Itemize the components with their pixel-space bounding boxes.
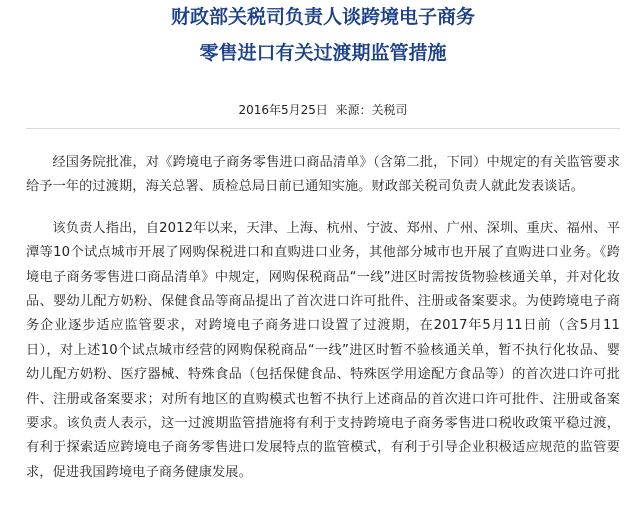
source-name: 关税司 xyxy=(371,103,408,117)
article-title xyxy=(26,2,620,68)
publish-date: 2016年5月25日 xyxy=(238,103,328,117)
article-meta xyxy=(26,102,620,118)
article-paragraph-1: 经国务院批准，对《跨境电子商务零售进口商品清单》（含第二批，下同）中规定的有关监管要求给予一年的过渡期，海关总署、质检总局日前已通知实施。财政部关税司负责人就此发表谈话。 xyxy=(26,155,620,195)
article-paragraph-2: 该负责人指出，自2012年以来，天津、上海、杭州、宁波、郑州、广州、深圳、重庆、福州、平潭等10个试点城市开展了网购保税进口和直购进口业务，其他部分城市也开展了直购进口业务。《跨境电子商务零售进口商品清单》中规定，网购保税商品“一线”进区时需按货物验核通关单，并对化妆品、婴幼儿配方奶粉、保健食品等商品提出了首次进口许可批件、注册或备案要求。为使跨境电子商务企业逐步适应监管要求，对跨境电子商务进口设置了过渡期，在2017年5月11日前（含5月11日），对上述10个试点城市经营的网购保税商品“一线”进区时暂不验核通关单，暂不执行化妆品、婴幼儿配方奶粉、医疗器械、特殊食品（包括保健食品、特殊医学用途配方食品等）的首次进口许可批件、注册或备案要求；对所有地区的直购模式也暂不执行上述商品的首次进口许可批件、注册或备案要求。该负责人表示，这一过渡期监管措施将有利于支持跨境电子商务零售进口税收政策平稳过渡，有利于探索适应跨境电子商务零售进口发展特点的监管模式，有利于引导企业积极适应规范的监管要求，促进我国跨境电子商务健康发展。 xyxy=(26,220,620,480)
source-label: 来源： xyxy=(335,103,372,117)
meta-divider xyxy=(26,128,620,129)
article-title-line-1: 财政部关税司负责人谈跨境电子商务 xyxy=(170,6,475,28)
article-title-line-2: 零售进口有关过渡期监管措施 xyxy=(199,42,447,64)
